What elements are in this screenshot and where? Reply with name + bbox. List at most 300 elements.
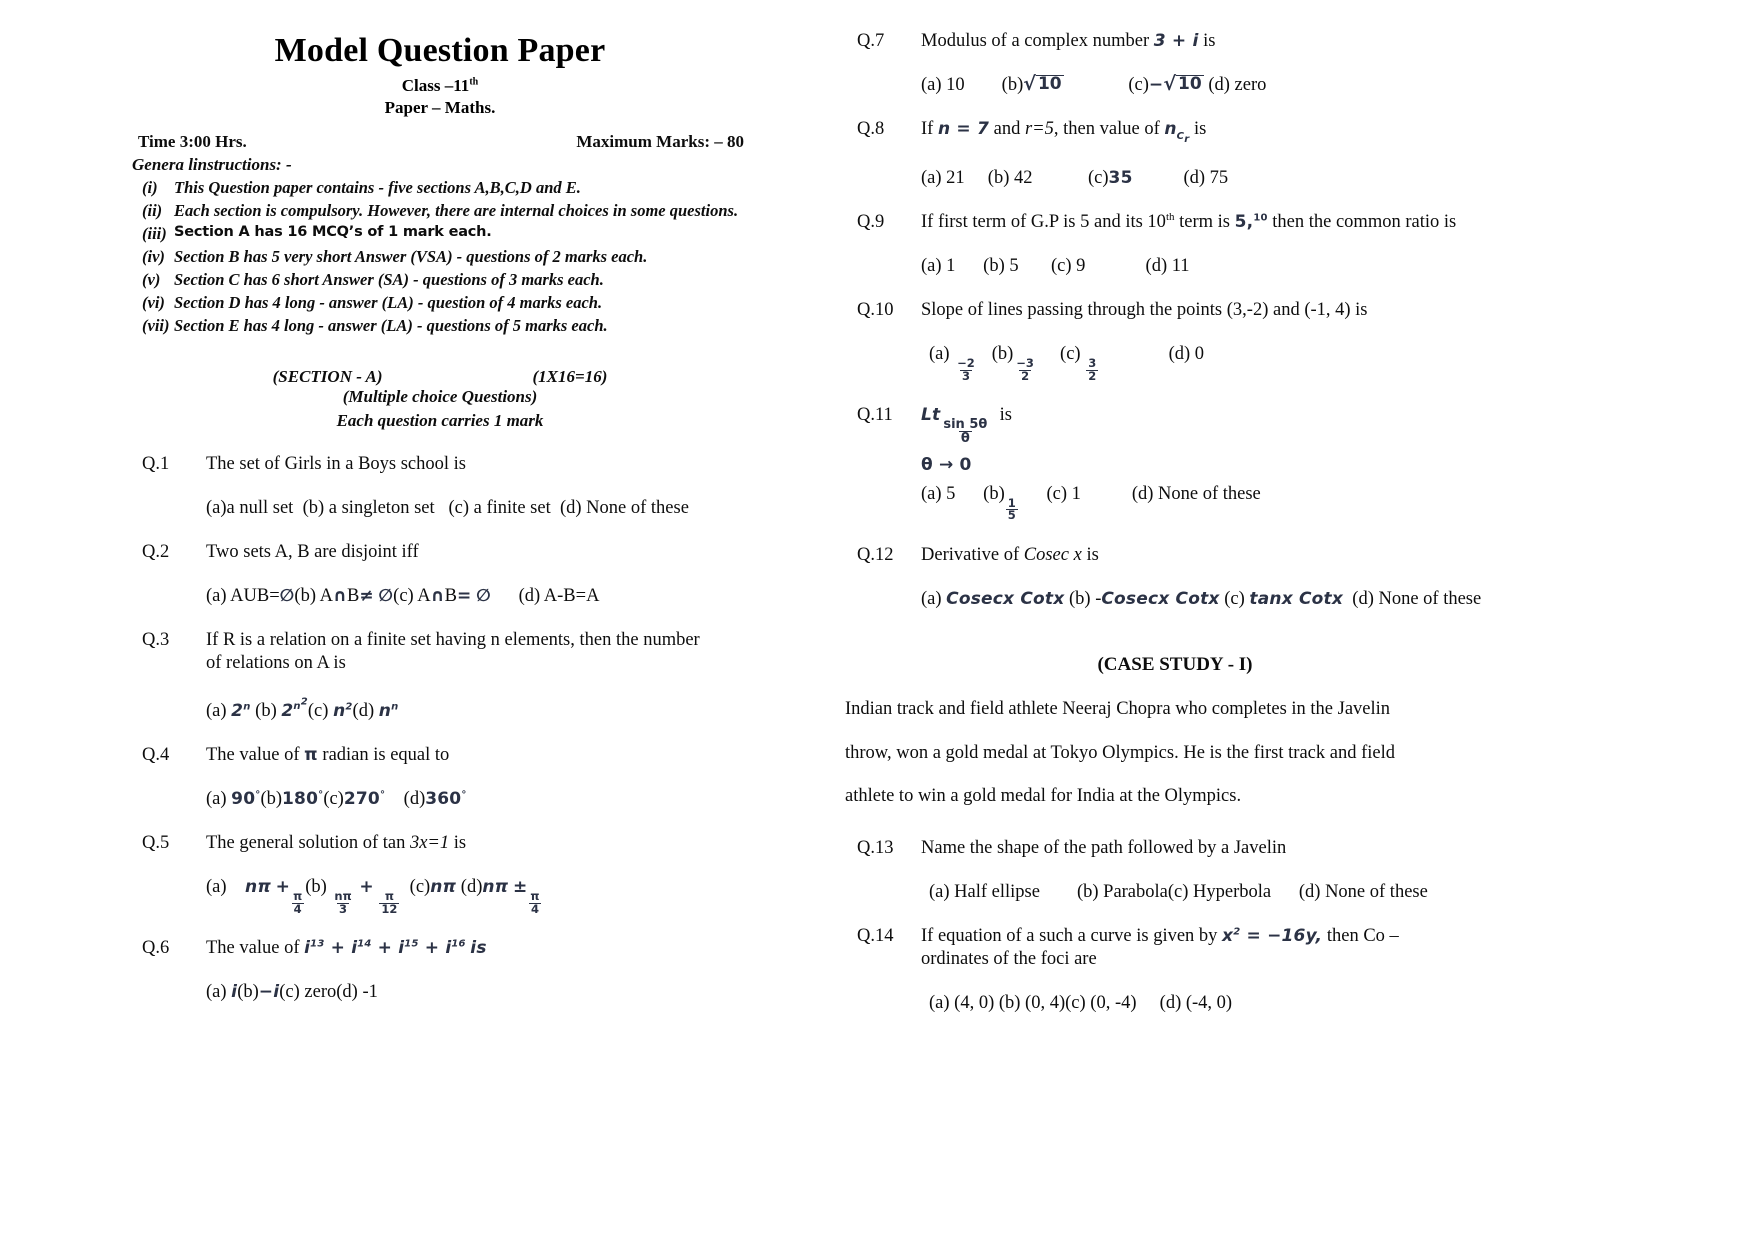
question-number: Q.4 — [142, 745, 170, 766]
question-number: Q.1 — [142, 453, 170, 474]
sqrt-icon — [1163, 75, 1203, 94]
exp-base: n — [293, 701, 301, 713]
question-12 — [845, 544, 1505, 567]
exponent: n — [243, 701, 251, 713]
case-study-line-3: athlete to win a gold medal for India at the Olympics. — [845, 786, 1242, 807]
question-text-pre: The general solution of tan — [206, 833, 410, 854]
option-b[interactable]: (b) 42 — [987, 168, 1033, 189]
minus-icon: − — [1148, 75, 1164, 96]
option-c[interactable] — [1088, 168, 1133, 188]
y-symbol: y, — [1305, 925, 1323, 946]
case-study-paragraph — [845, 688, 1505, 818]
exp-3: 15 — [404, 938, 419, 950]
option-d[interactable]: (d) 0 — [1168, 344, 1205, 365]
option-b[interactable] — [1002, 75, 1064, 95]
question-number: Q.12 — [857, 544, 894, 565]
option-b[interactable] — [305, 877, 400, 916]
option-b[interactable] — [237, 982, 279, 1002]
term-2: i — [351, 938, 358, 959]
intersection-icon: ∩ — [430, 585, 445, 606]
option-c[interactable] — [1224, 589, 1343, 609]
equals-icon: = — [956, 119, 971, 140]
plus-icon: + — [1171, 31, 1187, 51]
question-text — [206, 629, 750, 675]
option-d[interactable]: (d) None of these — [1131, 484, 1261, 505]
option-d[interactable] — [404, 789, 467, 809]
option-a[interactable] — [206, 586, 294, 606]
limit-operator: Lt — [921, 405, 941, 426]
option-c[interactable] — [410, 877, 457, 897]
question-number: Q.14 — [857, 925, 894, 946]
is-word: is — [999, 405, 1012, 426]
option-c[interactable]: (c) a finite set — [448, 497, 551, 518]
denominator: 3 — [961, 368, 970, 383]
minus-icon: − — [258, 982, 274, 1003]
n-value-expression — [938, 119, 989, 139]
curve-equation — [1222, 926, 1322, 946]
option-d[interactable]: (d) zero — [1208, 75, 1267, 96]
question-number: Q.9 — [857, 212, 885, 233]
option-a-label: (a) — [206, 877, 227, 898]
question-number: Q.2 — [142, 541, 170, 562]
value: 360 — [425, 789, 462, 810]
question-text-mid: term is — [1174, 212, 1235, 233]
denominator: 5 — [1007, 508, 1016, 523]
r-value: r=5 — [1024, 119, 1054, 140]
numerator: π — [530, 889, 540, 904]
instruction-item — [130, 269, 750, 291]
option-c[interactable] — [393, 586, 491, 606]
instruction-text: Section B has 5 very short Answer (VSA) - questions of 2 marks each. — [174, 246, 648, 266]
option-a-value: i — [231, 982, 238, 1003]
equals-expression: = −16 — [1246, 925, 1306, 946]
option-b[interactable] — [1069, 589, 1220, 609]
denominator: 12 — [381, 901, 398, 916]
plus-icon: + — [275, 877, 291, 898]
question-9 — [845, 211, 1505, 234]
left-column — [130, 24, 750, 1003]
degree-icon: ° — [318, 789, 324, 801]
option-c-text: (c) A — [393, 585, 431, 606]
value: 90 — [231, 789, 256, 810]
instruction-item — [130, 177, 750, 199]
question-7-options — [845, 75, 1505, 96]
numerator: π — [293, 889, 303, 904]
option-d[interactable]: (d) 11 — [1145, 256, 1190, 277]
numerator: π — [384, 889, 394, 904]
exponent: 2 — [1233, 925, 1241, 937]
option-b-fraction — [1006, 495, 1018, 523]
general-instructions-heading: Genera linstructions: - — [132, 155, 292, 174]
question-2-options — [130, 586, 750, 607]
option-d-label: (d) — [460, 877, 483, 898]
option-b[interactable] — [294, 586, 393, 606]
option-d[interactable]: (d) None of these — [1298, 881, 1428, 902]
option-b[interactable] — [983, 484, 1019, 523]
case-study-line-1: Indian track and field athlete Neeraj Chopra who completes in the Javelin — [845, 699, 1391, 720]
question-text — [921, 925, 1505, 971]
option-a[interactable]: (a) 5 — [921, 484, 956, 505]
exp-2: 14 — [357, 938, 372, 950]
plus-minus-icon: ± — [512, 877, 528, 898]
plus-icon: + — [377, 938, 393, 959]
numerator: −3 — [1016, 356, 1034, 371]
question-3-options — [130, 697, 750, 722]
option-c-value: tanx Cotx — [1249, 589, 1344, 610]
n-value: 7 — [976, 119, 989, 140]
question-text — [206, 832, 750, 855]
term-1: i — [304, 938, 311, 959]
base: n — [378, 701, 392, 722]
question-11-options — [845, 484, 1505, 522]
question-text: Slope of lines passing through the points (3,-2) and (-1, 4) is — [921, 300, 1368, 321]
radical-sign: √ — [1163, 73, 1177, 96]
option-a[interactable] — [206, 701, 251, 721]
instruction-text: Section E has 4 long - answer (LA) - questions of 5 marks each. — [174, 315, 608, 335]
option-c[interactable]: (c) 1 — [1046, 484, 1081, 505]
option-b[interactable] — [255, 697, 308, 722]
option-a-base: nπ — [245, 877, 271, 898]
option-b-fraction — [1014, 358, 1036, 382]
section-a-marks: (1X16=16) — [532, 366, 608, 386]
option-b[interactable] — [991, 344, 1037, 383]
question-text — [921, 404, 1505, 476]
tenth-term-expression — [1235, 212, 1268, 232]
option-b-fraction-1 — [332, 891, 353, 915]
option-c-label: (c) — [1128, 75, 1149, 96]
option-a-label: (a) — [206, 701, 232, 722]
option-c-mid: B — [444, 585, 458, 606]
instruction-text: Section C has 6 short Answer (SA) - questions of 3 marks each. — [174, 269, 604, 289]
option-c-label: (c) — [323, 789, 344, 810]
question-6 — [130, 937, 750, 960]
option-d-fraction — [528, 891, 541, 915]
question-text-pre: If first term of G.P is 5 and its 10 — [921, 212, 1166, 233]
numerator: nπ — [334, 889, 352, 904]
option-a-value — [231, 789, 260, 809]
instruction-number: (iv) — [142, 246, 165, 266]
question-text-post: radian is equal to — [322, 745, 450, 766]
imaginary-unit: i — [1192, 31, 1199, 51]
question-number: Q.13 — [857, 837, 894, 858]
instruction-item — [130, 223, 750, 245]
question-number: Q.3 — [142, 629, 170, 650]
option-c[interactable]: (c) Hyperbola — [1167, 881, 1272, 902]
option-d[interactable]: (d) -1 — [336, 982, 378, 1003]
degree-icon: ° — [461, 789, 467, 801]
real-part: 3 — [1153, 31, 1166, 51]
instruction-text: Section A has 16 MCQ’s of 1 mark each. — [174, 223, 492, 240]
option-a-fraction — [955, 358, 977, 382]
option-c-label: (c) — [409, 877, 431, 898]
plus-icon: + — [424, 938, 440, 959]
question-text — [921, 211, 1505, 234]
instruction-number: (i) — [142, 178, 158, 197]
question-number: Q.11 — [857, 405, 893, 426]
function-name: Cosec x — [1023, 544, 1082, 565]
base: n — [333, 701, 346, 722]
option-c-label: (c) — [1224, 589, 1250, 610]
question-text-pre: If equation of a such a curve is given by — [921, 925, 1223, 946]
instruction-number: (v) — [142, 269, 161, 289]
base: 5, — [1234, 212, 1254, 233]
option-a-value: Cosecx Cotx — [946, 589, 1065, 610]
equals-icon: = — [457, 585, 472, 606]
question-number: Q.8 — [857, 119, 885, 140]
denominator: 2 — [1088, 368, 1097, 383]
term-4: i — [445, 938, 452, 959]
instruction-item — [130, 315, 750, 337]
question-13-options — [845, 882, 1505, 903]
question-text-line1: If R is a relation on a finite set having n elements, then the number — [206, 629, 700, 650]
paper-line: Paper – Maths. — [384, 98, 496, 117]
question-text — [921, 30, 1505, 53]
option-a[interactable] — [206, 982, 237, 1002]
option-b-label: (b) — [1001, 75, 1024, 96]
numerator: −2 — [957, 356, 975, 371]
option-c[interactable] — [1128, 75, 1203, 95]
option-a[interactable] — [921, 589, 1064, 609]
exponent: n — [391, 701, 399, 713]
option-c[interactable] — [308, 701, 329, 721]
question-text-pre: Modulus of a complex number — [921, 31, 1154, 51]
option-a[interactable] — [929, 344, 978, 383]
question-text-post: is — [449, 833, 467, 854]
option-c[interactable]: (c) zero — [279, 982, 337, 1003]
option-a[interactable]: (a)a null set — [206, 497, 294, 518]
time-label: Time 3:00 Hrs. — [138, 132, 247, 151]
radical-sign: √ — [1023, 73, 1036, 96]
question-text-post: then Co – — [1322, 925, 1399, 946]
question-12-options — [845, 589, 1505, 610]
instruction-text: Each section is compulsory. However, there are internal choices in some questions. — [174, 200, 739, 220]
denominator: 2 — [1021, 368, 1030, 383]
option-c-label: (c) — [1060, 344, 1086, 365]
question-10 — [845, 299, 1505, 322]
numerator: 3 — [1088, 356, 1097, 371]
question-4-options — [130, 789, 750, 810]
question-text: Two sets A, B are disjoint iff — [206, 541, 419, 562]
option-c-value: nπ — [430, 877, 457, 898]
option-b[interactable]: (b) 5 — [983, 256, 1019, 277]
case-study-line-2: throw, won a gold medal at Tokyo Olympics. He is the first track and field — [845, 742, 1395, 763]
option-b[interactable]: (b) a singleton set — [302, 497, 435, 518]
instruction-text: Section D has 4 long - answer (LA) - question of 4 marks each. — [174, 292, 603, 312]
question-text-line2: of relations on A is — [206, 652, 346, 673]
ncr-expression — [1164, 119, 1190, 145]
value: 270 — [343, 789, 380, 810]
option-b-label: (b) — [983, 484, 1005, 505]
option-a-expr — [231, 701, 250, 721]
instruction-number: (vii) — [142, 315, 170, 335]
case-study-title: (CASE STUDY - I) — [1097, 654, 1253, 676]
page-title: Model Question Paper — [274, 32, 606, 69]
option-c[interactable] — [323, 789, 385, 809]
exponent — [293, 697, 308, 713]
option-b-value: Cosecx Cotx — [1101, 589, 1220, 610]
option-d[interactable]: (d) (-4, 0) — [1159, 992, 1233, 1013]
option-a-text: (a) AUB= — [206, 585, 280, 606]
instruction-text: This Question paper contains - five sections A,B,C,D and E. — [174, 178, 581, 197]
option-c[interactable] — [1060, 344, 1099, 383]
option-a[interactable]: (a) 10 — [921, 75, 965, 96]
question-text-line2: ordinates of the foci are — [921, 948, 1097, 969]
empty-set-icon: ∅ — [378, 585, 394, 606]
class-label: Class –11 — [401, 76, 470, 95]
question-11 — [845, 404, 1505, 476]
denominator: θ — [960, 430, 970, 446]
value: 180 — [282, 789, 319, 810]
option-a[interactable]: (a) 21 — [921, 168, 965, 189]
option-b[interactable]: (b) (0, 4) — [998, 992, 1066, 1013]
instructions-list — [130, 177, 750, 337]
option-a[interactable]: (a) 1 — [921, 256, 956, 277]
question-9-options — [845, 256, 1505, 277]
ncr-sub — [1176, 130, 1190, 145]
option-d[interactable]: (d) 75 — [1183, 168, 1229, 189]
numerator: 1 — [1007, 495, 1016, 510]
question-text-pre: Derivative of — [921, 544, 1024, 565]
question-8-options — [845, 168, 1505, 189]
exp-1: 13 — [310, 938, 325, 950]
denominator: 4 — [293, 901, 302, 916]
section-a-subtitle: (Multiple choice Questions) — [342, 386, 538, 406]
question-text-post: then the common ratio is — [1267, 212, 1457, 233]
plus-icon: + — [330, 938, 346, 959]
question-2 — [130, 541, 750, 564]
sqrt-icon — [1023, 75, 1063, 94]
question-text-italic: 3x=1 — [409, 833, 450, 854]
option-c-value: 35 — [1108, 168, 1133, 189]
instruction-item — [130, 292, 750, 314]
instruction-item — [130, 200, 750, 222]
class-line — [130, 76, 750, 96]
option-d[interactable]: (d) A-B=A — [518, 585, 600, 606]
base: 2 — [231, 701, 244, 722]
plus-icon: + — [359, 877, 374, 898]
instruction-number: (ii) — [142, 200, 163, 220]
question-1-options — [130, 498, 750, 519]
ordinal-suffix: th — [1165, 211, 1175, 224]
option-d[interactable] — [353, 701, 379, 721]
question-1 — [130, 453, 750, 476]
option-d-label: (d) — [352, 701, 379, 722]
option-d-value: nπ — [482, 877, 509, 898]
question-number: Q.5 — [142, 833, 170, 854]
option-c-value — [344, 789, 385, 809]
ncr-r: r — [1184, 133, 1190, 145]
exponent: 2 — [345, 701, 353, 713]
option-a[interactable] — [206, 877, 305, 916]
question-13 — [845, 837, 1505, 860]
option-b-text: (b) A — [294, 585, 333, 606]
option-d[interactable]: (d) None of these — [559, 497, 689, 518]
option-d-label: (d) — [403, 789, 426, 810]
option-b-label: (b) — [991, 344, 1014, 365]
question-3 — [130, 629, 750, 675]
option-b[interactable]: (b) Parabola — [1076, 881, 1168, 902]
instruction-number: (vi) — [142, 292, 165, 312]
denominator: 3 — [339, 901, 348, 916]
option-b[interactable] — [260, 789, 323, 809]
option-a[interactable]: (a) (4, 0) — [929, 992, 995, 1013]
exp-4: 16 — [451, 938, 466, 950]
degree-icon: ° — [255, 789, 261, 801]
instruction-number: (iii) — [142, 223, 167, 243]
option-d[interactable]: (d) None of these — [1352, 589, 1482, 610]
question-text — [206, 937, 750, 960]
option-c-fraction — [1086, 358, 1098, 382]
option-b-label: (b) — [255, 701, 282, 722]
numerator: sin 5θ — [943, 416, 988, 432]
option-a-fraction — [291, 891, 304, 915]
base: 2 — [281, 701, 294, 722]
limit-condition: θ → 0 — [921, 454, 972, 475]
question-text — [921, 544, 1505, 567]
class-ordinal: th — [469, 76, 479, 88]
denominator: 4 — [530, 901, 539, 916]
question-number: Q.6 — [142, 938, 170, 959]
question-7 — [845, 30, 1505, 53]
option-b-value: i — [273, 982, 280, 1003]
option-d[interactable] — [460, 877, 543, 916]
option-a[interactable]: (a) Half ellipse — [929, 881, 1040, 902]
section-a-header — [130, 367, 750, 431]
option-b-expr — [281, 697, 308, 722]
question-text-post: is — [470, 938, 487, 959]
empty-set-icon: ∅ — [476, 585, 491, 606]
option-a-label: (a) — [206, 789, 232, 810]
exp-exp: 2 — [300, 697, 308, 709]
question-text — [921, 118, 1505, 146]
option-c-expr — [333, 701, 352, 721]
n-symbol: n — [937, 119, 951, 140]
option-c-label: (c) — [307, 701, 329, 722]
question-text-post: is — [1198, 31, 1216, 51]
section-a-title-row — [130, 367, 750, 387]
option-a[interactable] — [206, 789, 260, 809]
option-b-label: (b) — [260, 789, 283, 810]
option-b-label: (b) — [237, 982, 259, 1003]
option-a-label: (a) — [206, 982, 232, 1003]
intersection-icon: ∩ — [332, 585, 347, 606]
option-b-label: (b) - — [1069, 589, 1102, 610]
question-text-mid2: , then value of — [1053, 119, 1165, 140]
limit-fraction — [941, 418, 989, 445]
question-10-options — [845, 344, 1505, 382]
question-text-pre: The value of — [206, 938, 305, 959]
option-b-fraction-2 — [379, 891, 399, 915]
x-symbol: x — [1222, 925, 1234, 946]
max-marks-label: Maximum Marks: – 80 — [576, 132, 744, 151]
question-8 — [845, 118, 1505, 146]
question-4 — [130, 744, 750, 767]
right-column — [845, 30, 1505, 1014]
question-5 — [130, 832, 750, 855]
degree-icon: ° — [379, 789, 386, 801]
question-text: Name the shape of the path followed by a Javelin — [921, 837, 1287, 858]
option-b-mid: B — [346, 585, 360, 606]
option-b-label: (b) — [305, 877, 327, 898]
time-marks-row — [130, 132, 750, 152]
question-text-mid: and — [989, 119, 1025, 140]
option-c[interactable]: (c) (0, -4) — [1065, 992, 1137, 1013]
question-5-options — [130, 877, 750, 915]
question-text: The set of Girls in a Boys school is — [206, 453, 467, 474]
question-number: Q.10 — [857, 300, 894, 321]
question-text-pre: The value of — [206, 745, 305, 766]
option-c[interactable]: (c) 9 — [1051, 256, 1086, 277]
